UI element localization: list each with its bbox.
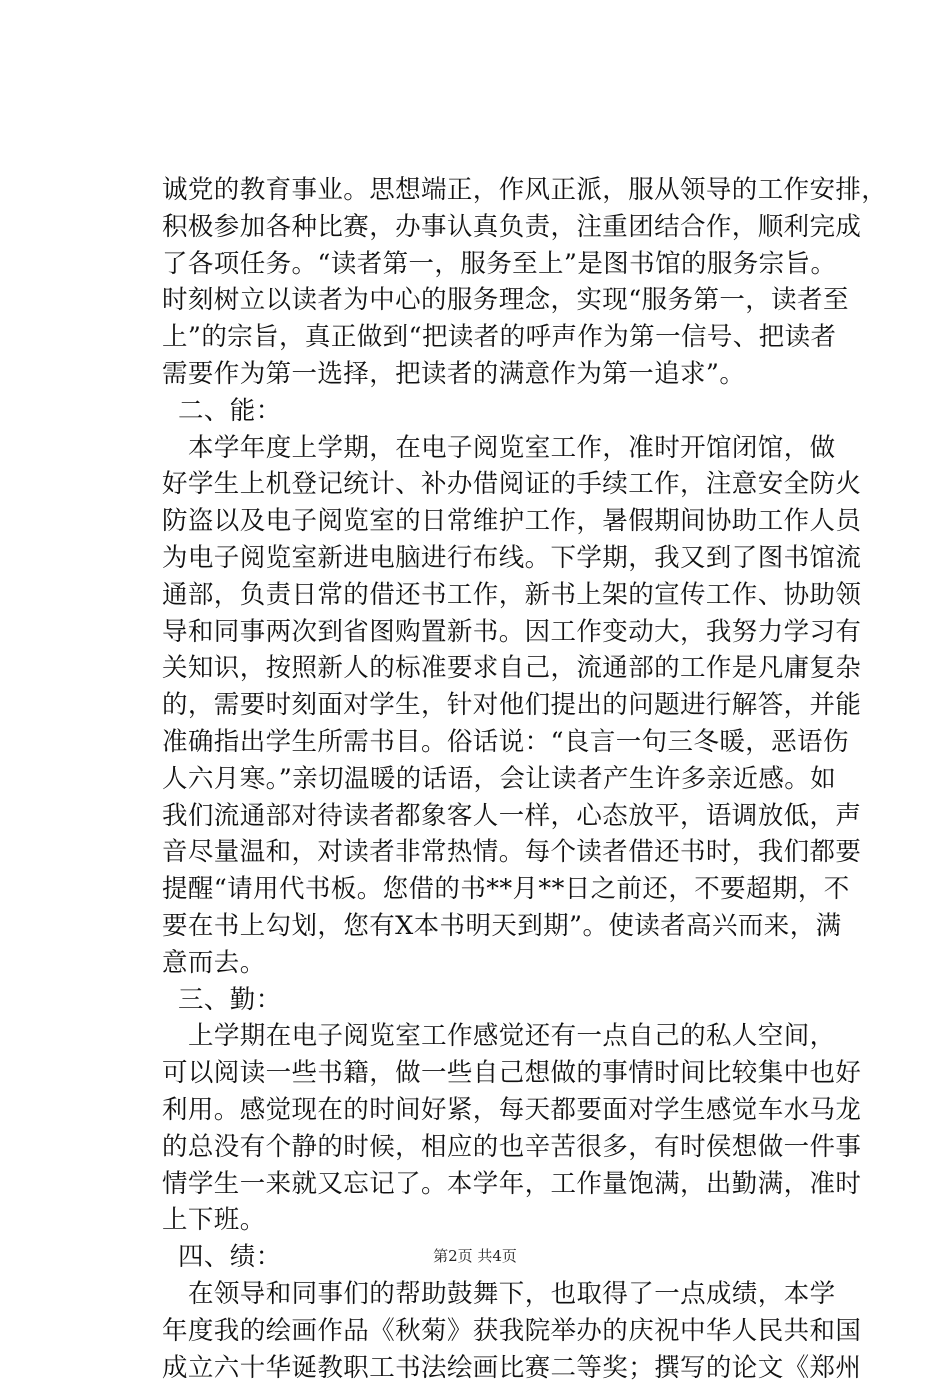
text-line: 防盗以及电子阅览室的日常维护工作，暑假期间协助工作人员 [162, 503, 832, 540]
text-line: 情学生一来就又忘记了。本学年，工作量饱满，出勤满，准时 [162, 1166, 832, 1203]
document-body [162, 172, 832, 1386]
text-line: 我们流通部对待读者都象客人一样，心态放平，语调放低，声 [162, 798, 832, 835]
text-line: 年度我的绘画作品《秋菊》获我院举办的庆祝中华人民共和国 [162, 1313, 832, 1350]
text-line: 成立六十华诞教职工书法绘画比赛二等奖；撰写的论文《郑州 [162, 1350, 832, 1386]
text-line: 诚党的教育事业。思想端正，作风正派，服从领导的工作安排， [162, 172, 832, 209]
text-line: 意而去。 [162, 945, 832, 982]
text-line: 人六月寒。”亲切温暖的话语，会让读者产生许多亲近感。如 [162, 761, 832, 798]
section-heading: 二、能： [162, 393, 832, 430]
text-line: 时刻树立以读者为中心的服务理念，实现“服务第一，读者至 [162, 282, 832, 319]
text-line: 本学年度上学期，在电子阅览室工作，准时开馆闭馆，做 [162, 430, 832, 467]
text-line: 的总没有个静的时候，相应的也辛苦很多，有时侯想做一件事 [162, 1129, 832, 1166]
text-line: 在领导和同事们的帮助鼓舞下，也取得了一点成绩，本学 [162, 1276, 832, 1313]
text-line: 可以阅读一些书籍，做一些自己想做的事情时间比较集中也好 [162, 1055, 832, 1092]
text-line: 积极参加各种比赛，办事认真负责，注重团结合作，顺利完成 [162, 209, 832, 246]
section-heading: 三、勤： [162, 982, 832, 1019]
text-line: 为电子阅览室新进电脑进行布线。下学期，我又到了图书馆流 [162, 540, 832, 577]
text-line: 上”的宗旨，真正做到“把读者的呼声作为第一信号、把读者 [162, 319, 832, 356]
text-line: 的，需要时刻面对学生，针对他们提出的问题进行解答，并能 [162, 687, 832, 724]
text-line: 音尽量温和，对读者非常热情。每个读者借还书时，我们都要 [162, 834, 832, 871]
text-line: 上下班。 [162, 1202, 832, 1239]
text-line: 利用。感觉现在的时间好紧，每天都要面对学生感觉车水马龙 [162, 1092, 832, 1129]
text-line: 关知识，按照新人的标准要求自己，流通部的工作是凡庸复杂 [162, 650, 832, 687]
text-line: 要在书上勾划，您有X本书明天到期”。使读者高兴而来，满 [162, 908, 832, 945]
text-line: 准确指出学生所需书目。俗话说：“良言一句三冬暖，恶语伤 [162, 724, 832, 761]
text-line: 通部，负责日常的借还书工作，新书上架的宣传工作、协助领 [162, 577, 832, 614]
text-line: 了各项任务。“读者第一，服务至上”是图书馆的服务宗旨。 [162, 246, 832, 283]
text-line: 上学期在电子阅览室工作感觉还有一点自己的私人空间， [162, 1018, 832, 1055]
text-line: 好学生上机登记统计、补办借阅证的手续工作，注意安全防火 [162, 466, 832, 503]
page-footer: 第2页 共4页 [0, 1245, 950, 1266]
text-line: 需要作为第一选择，把读者的满意作为第一追求”。 [162, 356, 832, 393]
section-heading: 四、绩： [162, 1239, 832, 1276]
text-line: 提醒“请用代书板。您借的书**月**日之前还，不要超期，不 [162, 871, 832, 908]
text-line: 导和同事两次到省图购置新书。因工作变动大，我努力学习有 [162, 614, 832, 651]
